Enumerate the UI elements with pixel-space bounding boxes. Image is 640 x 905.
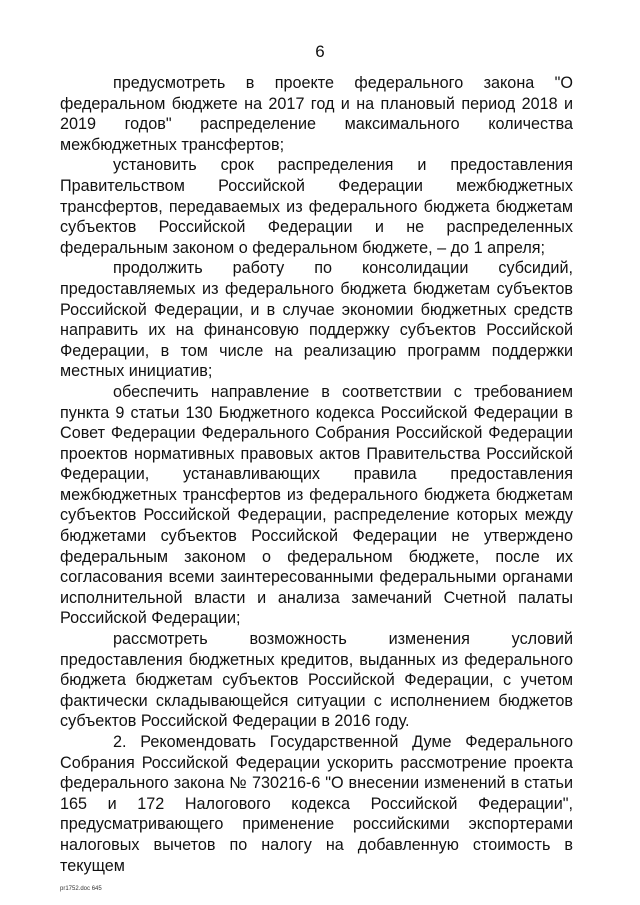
paragraph-budget-law-distribution: предусмотреть в проекте федерального закона "О федеральном бюджете на 2017 год и на плановый период 2018 и 2019 годов" распределение максимального количества межбюджетных трансфертов; [60, 74, 573, 154]
document-body [60, 73, 573, 876]
page-number: 6 [315, 42, 325, 61]
paragraph-state-duma-recommendation: 2. Рекомендовать Государственной Думе Федерального Собрания Российской Федерации ускорить рассмотрение проекта федерального закона № 730216-6 "О внесении изменений в статьи 165 и 172 Налогового кодекса Российской Федерации", предусматривающего применение российскими экспортерами налоговых вычетов по налогу на добавленную стоимость в текущем [60, 733, 573, 875]
paragraph-subsidy-consolidation: продолжить работу по консолидации субсидий, предоставляемых из федерального бюджета бюджетам субъектов Российской Федерации, и в случае экономии бюджетных средств направить их на финансовую поддержку субъектов Российской Федерации, в том числе на реализацию программ поддержки местных инициатив; [60, 259, 573, 381]
document-footer: pr1752.doc 645 [60, 886, 102, 892]
paragraph-distribution-deadline: установить срок распределения и предоставления Правительством Российской Федерации межбюджетных трансфертов, передаваемых из федерального бюджета бюджетам субъектов Российской Федерации и не распределенных федеральным законом о федеральном бюджете, – до 1 апреля; [60, 156, 573, 257]
paragraph-federation-council-submission: обеспечить направление в соответствии с требованием пункта 9 статьи 130 Бюджетного кодекса Российской Федерации в Совет Федерации Федерального Собрания Российской Федерации проектов нормативных правовых актов Правительства Российской Федерации, устанавливающих правила предоставления межбюджетных трансфертов из федерального бюджета бюджетам субъектов Российской Федерации, распределение которых между бюджетами субъектов Российской Федерации не утверждено федеральным законом о федеральном бюджете, после их согласования всеми заинтересованными федеральными органами исполнительной власти и анализа замечаний Счетной палаты Российской Федерации; [60, 382, 573, 628]
paragraph-budget-credits-conditions: рассмотреть возможность изменения условий предоставления бюджетных кредитов, выданных из федерального бюджета бюджетам субъектов Российской Федерации, с учетом фактически складывающейся ситуации с исполнением бюджетов субъектов Российской Федерации в 2016 году. [60, 630, 573, 731]
